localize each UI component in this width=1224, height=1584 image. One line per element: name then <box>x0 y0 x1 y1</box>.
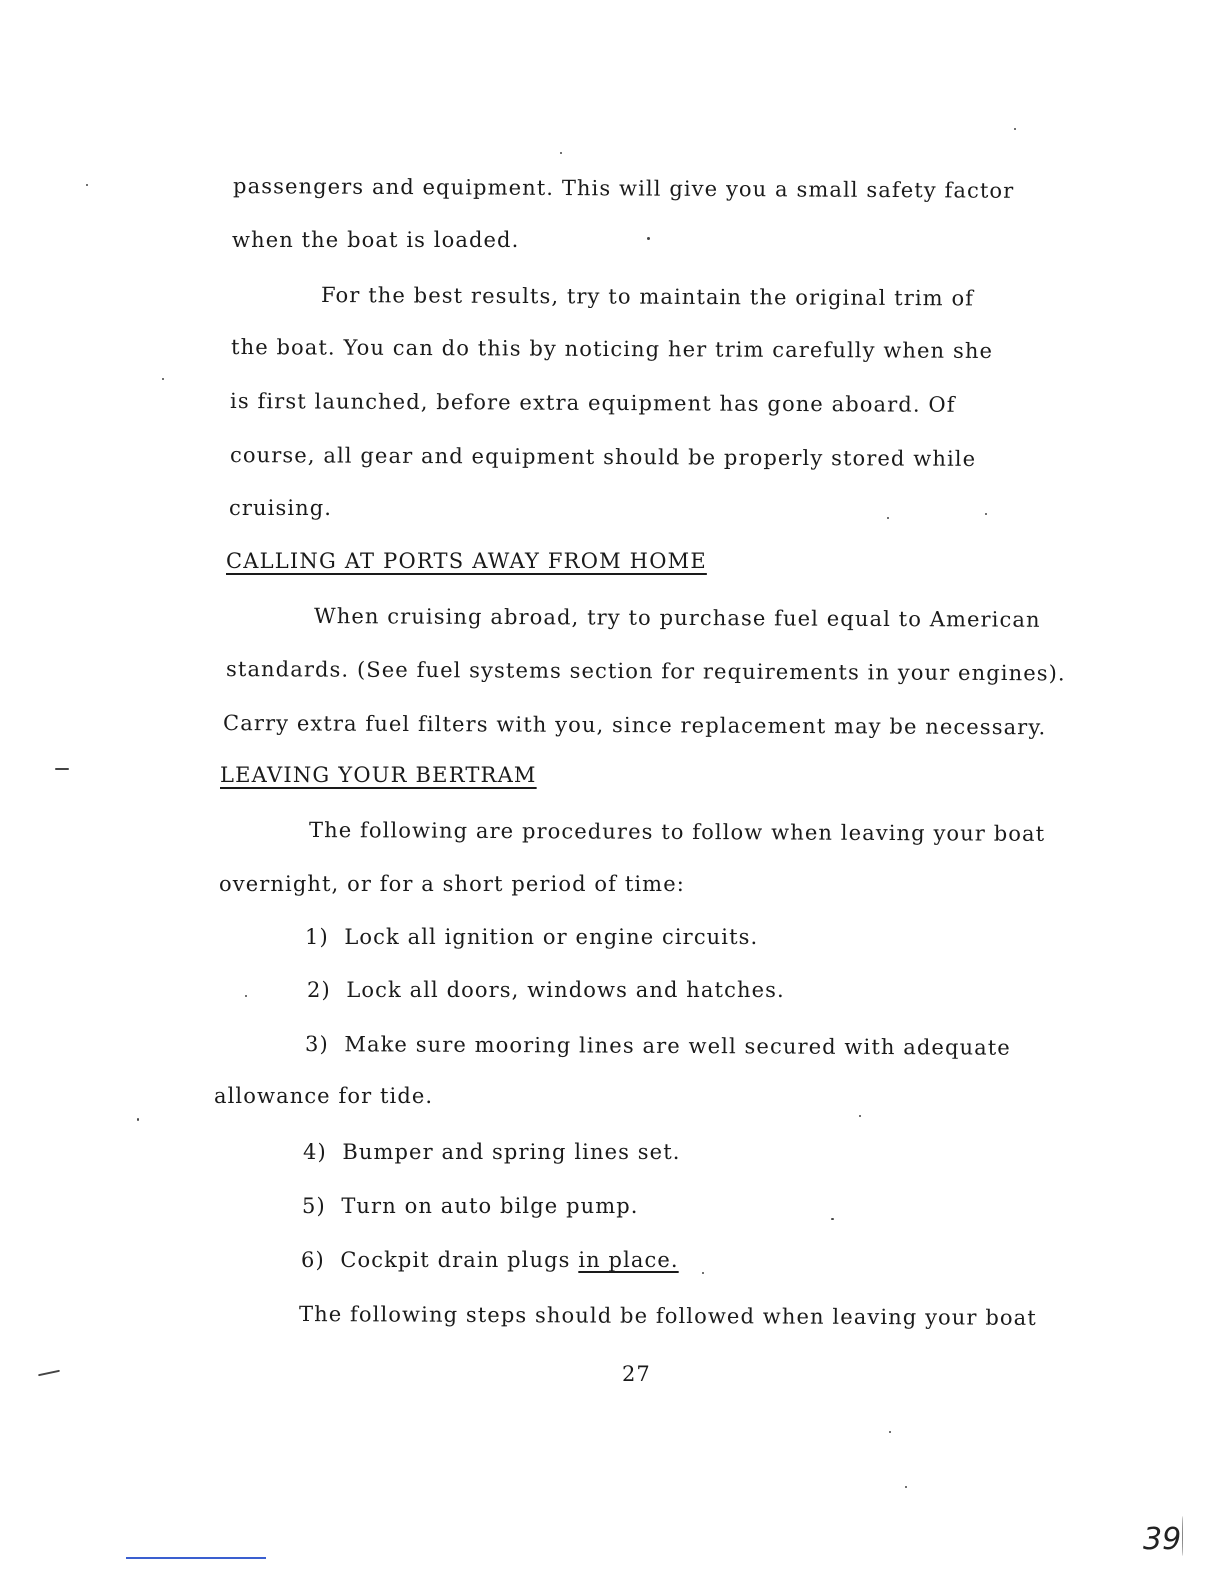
section-heading: CALLING AT PORTS AWAY FROM HOME <box>226 549 707 573</box>
page-number: 27 <box>622 1362 651 1386</box>
handwritten-page-number: 39 <box>1143 1522 1182 1557</box>
paragraph-line: When cruising abroad, try to purchase fuel equal to American <box>314 604 1041 632</box>
list-number: 3) <box>305 1032 329 1057</box>
list-number: 4) <box>303 1140 327 1164</box>
list-item <box>305 1032 1011 1060</box>
list-number: 6) <box>301 1248 325 1272</box>
list-item <box>301 1248 679 1272</box>
scan-speck <box>647 237 650 240</box>
scan-speck <box>86 184 88 186</box>
paragraph-line: Carry extra fuel filters with you, since replacement may be necessary. <box>223 711 1047 740</box>
paragraph-line: when the boat is loaded. <box>232 228 520 252</box>
list-item <box>307 978 785 1002</box>
list-text: Lock all doors, windows and hatches. <box>346 978 785 1002</box>
scan-speck <box>55 768 69 770</box>
list-number: 1) <box>305 925 329 949</box>
list-text: Lock all ignition or engine circuits. <box>344 925 759 949</box>
list-item <box>305 925 758 949</box>
paragraph-line: course, all gear and equipment should be properly stored while <box>230 443 977 471</box>
paragraph-line: The following steps should be followed when leaving your boat <box>299 1302 1037 1330</box>
scan-speck <box>831 1218 834 1220</box>
list-number: 2) <box>307 978 331 1002</box>
scan-speck <box>38 1370 60 1377</box>
scan-speck <box>1182 1516 1183 1556</box>
scan-speck <box>859 1115 861 1117</box>
scan-speck <box>245 995 247 997</box>
paragraph-line: the boat. You can do this by noticing her trim carefully when she <box>231 335 994 363</box>
list-continuation: allowance for tide. <box>214 1084 434 1108</box>
scan-speck <box>560 152 562 154</box>
paragraph-line: For the best results, try to maintain the original trim of <box>321 283 975 311</box>
paragraph-line: passengers and equipment. This will give you a small safety factor <box>233 174 1015 203</box>
list-item <box>303 1140 681 1164</box>
paragraph-line: overnight, or for a short period of time: <box>219 872 685 896</box>
bottom-rule <box>126 1557 266 1559</box>
scan-speck <box>137 1118 139 1121</box>
list-text: Make sure mooring lines are well secured with adequate <box>344 1032 1011 1060</box>
scan-speck <box>985 513 987 515</box>
scan-speck <box>702 1272 704 1274</box>
scan-speck <box>889 1431 891 1433</box>
underlined-text: in place. <box>578 1248 679 1272</box>
paragraph-line: is first launched, before extra equipment has gone aboard. Of <box>230 389 956 417</box>
paragraph-line: cruising. <box>229 496 333 520</box>
list-text: Bumper and spring lines set. <box>342 1140 681 1164</box>
scan-speck <box>905 1486 907 1488</box>
paragraph-line: standards. (See fuel systems section for requirements in your engines). <box>226 657 1066 686</box>
section-heading: LEAVING YOUR BERTRAM <box>220 763 537 787</box>
scan-speck <box>1014 128 1016 130</box>
list-number: 5) <box>302 1194 326 1218</box>
list-text: Cockpit drain plugs <box>340 1248 571 1272</box>
list-item <box>302 1194 639 1218</box>
paragraph-line: The following are procedures to follow when leaving your boat <box>309 818 1046 846</box>
list-text: Turn on auto bilge pump. <box>341 1194 639 1218</box>
scan-speck <box>887 517 889 519</box>
scan-speck <box>162 378 164 380</box>
